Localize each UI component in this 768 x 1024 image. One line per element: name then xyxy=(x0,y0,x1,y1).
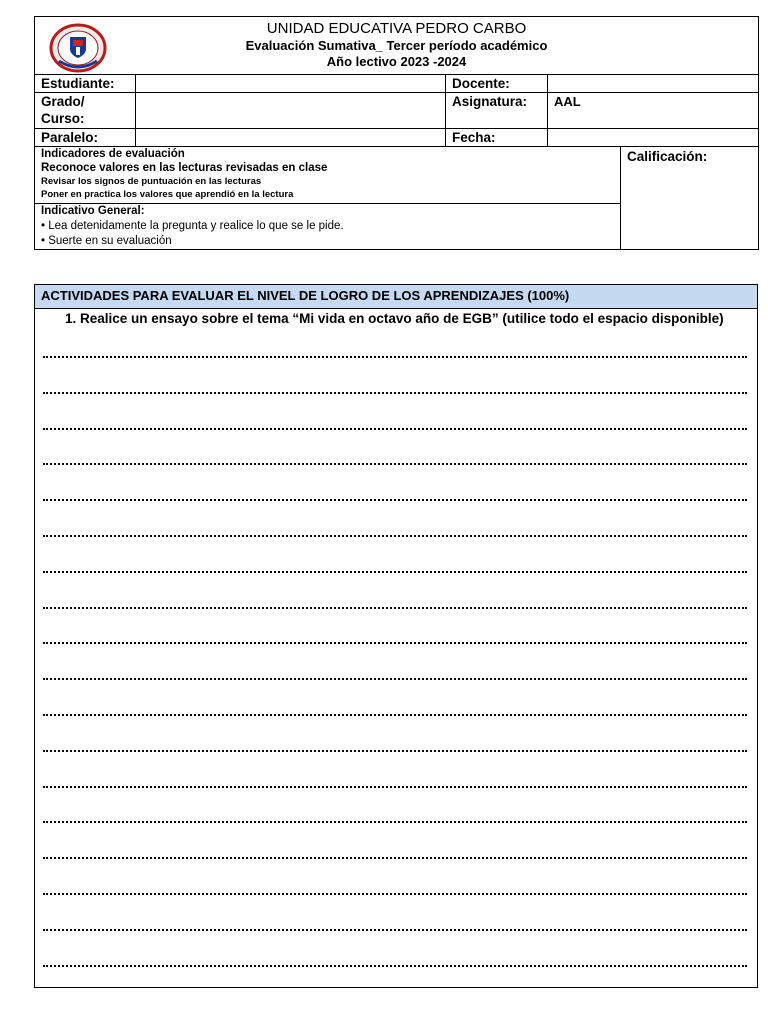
indicadores-cell xyxy=(35,147,621,204)
answer-line[interactable] xyxy=(43,748,747,752)
fecha-label: Fecha: xyxy=(446,129,548,147)
answer-line[interactable] xyxy=(43,533,747,537)
answer-line[interactable] xyxy=(43,927,747,931)
indicadores-title: Indicadores de evaluación xyxy=(41,148,185,160)
calificacion-cell[interactable] xyxy=(621,147,759,250)
actividades-header: ACTIVIDADES PARA EVALUAR EL NIVEL DE LOGRO DE LOS APRENDIZAJES (100%) xyxy=(35,285,757,309)
answer-line[interactable] xyxy=(43,390,747,394)
answer-line[interactable] xyxy=(43,569,747,573)
asignatura-label: Asignatura: xyxy=(446,93,548,129)
grado-label-line1: Grado/ xyxy=(41,94,85,109)
actividades-box xyxy=(34,284,758,988)
docente-label: Docente: xyxy=(446,75,548,93)
answer-line[interactable] xyxy=(43,640,747,644)
indicativo-title: Indicativo General: xyxy=(41,205,145,217)
grado-label xyxy=(35,93,136,129)
answer-line[interactable] xyxy=(43,676,747,680)
indicativo-bullet-1: • Lea detenidamente la pregunta y realice lo que se le pide. xyxy=(41,220,344,232)
estudiante-field[interactable] xyxy=(136,75,446,93)
fecha-field[interactable] xyxy=(548,129,759,147)
answer-line[interactable] xyxy=(43,354,747,358)
indicativo-cell xyxy=(35,204,621,250)
answer-line[interactable] xyxy=(43,891,747,895)
asignatura-field[interactable]: AAL xyxy=(548,93,759,129)
exam-subtitle: Evaluación Sumativa_ Tercer período académico xyxy=(245,38,548,53)
answer-line[interactable] xyxy=(43,426,747,430)
answer-line[interactable] xyxy=(43,784,747,788)
school-year: Año lectivo 2023 -2024 xyxy=(326,54,467,69)
indicador-3: Poner en practica los valores que aprendió en la lectura xyxy=(41,189,294,200)
indicador-1: Reconoce valores en las lecturas revisadas en clase xyxy=(41,162,328,174)
docente-field[interactable] xyxy=(548,75,759,93)
answer-line[interactable] xyxy=(43,497,747,501)
school-name: UNIDAD EDUCATIVA PEDRO CARBO xyxy=(266,20,527,37)
header-table xyxy=(34,16,759,250)
grado-label-line2: Curso: xyxy=(41,111,85,126)
answer-line[interactable] xyxy=(43,963,747,967)
answer-line[interactable] xyxy=(43,855,747,859)
paralelo-field[interactable] xyxy=(136,129,446,147)
paralelo-label: Paralelo: xyxy=(35,129,136,147)
header-section xyxy=(34,16,758,250)
indicativo-bullet-2: • Suerte en su evaluación xyxy=(41,235,172,247)
grado-field[interactable] xyxy=(136,93,446,129)
title-cell xyxy=(35,17,759,75)
answer-line[interactable] xyxy=(43,461,747,465)
indicador-2: Revisar los signos de puntuación en las lecturas xyxy=(41,176,262,187)
school-logo-icon xyxy=(49,23,107,73)
answer-line[interactable] xyxy=(43,819,747,823)
estudiante-label: Estudiante: xyxy=(35,75,136,93)
answer-line[interactable] xyxy=(43,712,747,716)
calificacion-label: Calificación: xyxy=(627,149,708,164)
answer-line[interactable] xyxy=(43,605,747,609)
question-1: 1. Realice un ensayo sobre el tema “Mi vida en octavo año de EGB” (utilice todo el espacio disponible) xyxy=(65,311,724,326)
